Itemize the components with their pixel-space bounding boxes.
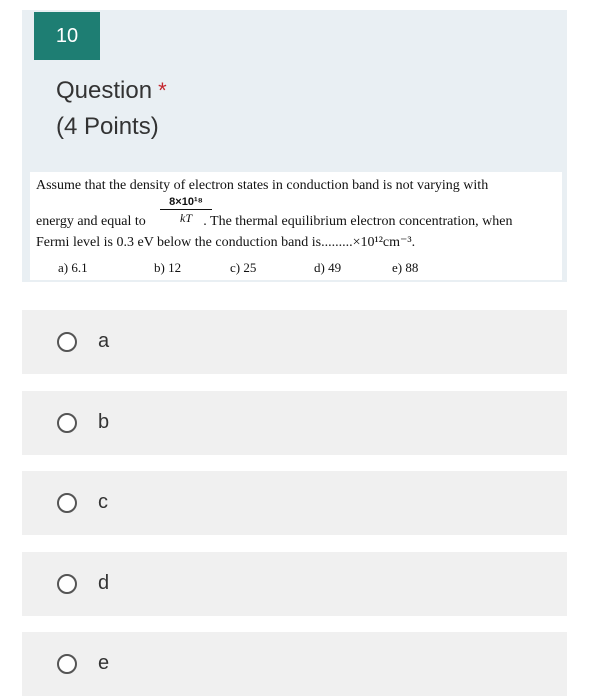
choice-label: c: [98, 491, 108, 513]
question-image: [30, 172, 562, 280]
question-text-line-2: [36, 214, 512, 230]
question-points: (4 Points): [56, 113, 159, 140]
answer-option-b: b) 12: [154, 260, 182, 275]
answer-option-d: d) 49: [314, 260, 342, 275]
choice-label: d: [98, 572, 110, 594]
question-text-line-2-start: energy and equal to: [36, 214, 146, 229]
choice-a[interactable]: [22, 310, 567, 374]
question-text-line-2-end: . The thermal equilibrium electron concentration, when: [203, 214, 513, 229]
fraction-denominator: kT: [180, 211, 192, 225]
choice-b[interactable]: [22, 391, 567, 455]
choice-label: a: [98, 330, 110, 352]
choice-c[interactable]: [22, 471, 567, 535]
answer-option-e: e) 88: [392, 260, 419, 275]
fraction-numerator: 8×10¹⁸: [169, 196, 203, 208]
question-title-text: Question: [56, 77, 153, 104]
answer-option-a: a) 6.1: [58, 260, 88, 275]
question-text-line-3: Fermi level is 0.3 eV below the conduction band is.........×10¹²cm⁻³.: [36, 235, 416, 250]
density-fraction: [160, 196, 212, 226]
radio-circle-icon[interactable]: [57, 332, 77, 352]
answer-option-c: c) 25: [230, 260, 257, 275]
choice-d[interactable]: [22, 552, 567, 616]
choice-label: e: [98, 652, 110, 674]
radio-circle-icon[interactable]: [57, 413, 77, 433]
radio-circle-icon[interactable]: [57, 654, 77, 674]
question-number-badge: 10: [34, 12, 100, 60]
radio-circle-icon[interactable]: [57, 574, 77, 594]
question-text-line-1: Assume that the density of electron states in conduction band is not varying with: [36, 178, 489, 193]
required-asterisk: *: [158, 78, 167, 103]
choice-label: b: [98, 411, 110, 433]
fraction-bar: [160, 209, 212, 210]
question-title: [56, 76, 167, 106]
radio-circle-icon[interactable]: [57, 493, 77, 513]
choice-e[interactable]: [22, 632, 567, 696]
